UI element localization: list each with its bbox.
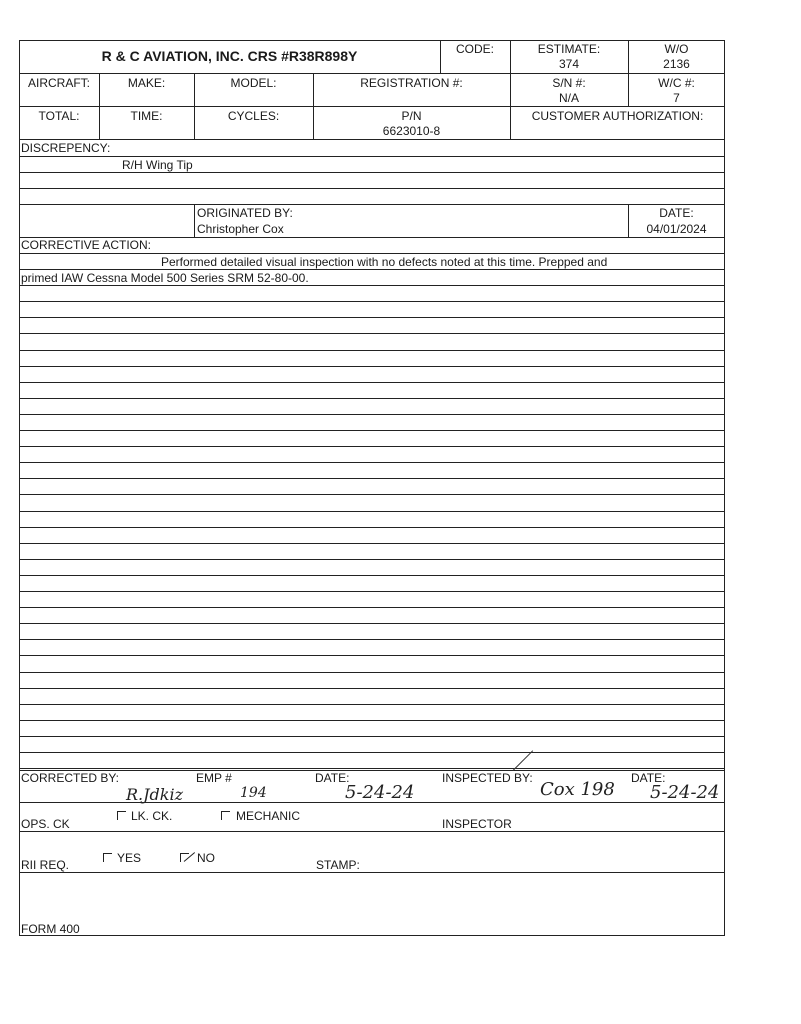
emp-number-handwritten: 194 xyxy=(240,785,267,801)
lk-check-checkbox[interactable] xyxy=(117,811,126,820)
registration-label: REGISTRATION #: xyxy=(360,76,463,90)
row-divider xyxy=(19,872,725,873)
row-divider xyxy=(19,204,725,205)
ruled-line xyxy=(19,269,725,270)
row-divider xyxy=(19,831,725,832)
corrected-by-signature: R.Jdkiz xyxy=(126,785,184,804)
form-number-label: FORM 400 xyxy=(21,922,80,936)
wo-label: W/O xyxy=(664,42,689,56)
originated-by-label: ORIGINATED BY: xyxy=(197,206,293,220)
rii-no-label: NO xyxy=(197,851,215,865)
corrective-action-line: Performed detailed visual inspection with no defects noted at this time. Prepped and xyxy=(161,255,608,269)
ruled-line xyxy=(19,285,725,286)
ruled-line xyxy=(19,478,725,479)
ops-check-label: OPS. CK xyxy=(21,817,70,831)
corrected-by-label: CORRECTED BY: xyxy=(21,771,120,785)
corrective-action-line: primed IAW Cessna Model 500 Series SRM 52-80-00. xyxy=(21,271,309,285)
ruled-line xyxy=(19,462,725,463)
company-title: R & C AVIATION, INC. CRS #R38R898Y xyxy=(101,48,358,64)
ruled-line xyxy=(19,752,725,753)
row-divider xyxy=(19,73,725,74)
row-divider xyxy=(19,139,725,140)
total-label: TOTAL: xyxy=(38,109,80,123)
sn-value: N/A xyxy=(558,91,579,105)
ruled-line xyxy=(19,414,725,415)
sn-label: S/N #: xyxy=(552,76,586,90)
ruled-line xyxy=(19,382,725,383)
origin-date-label: DATE: xyxy=(659,206,694,220)
wo-value: 2136 xyxy=(663,57,690,71)
ruled-line xyxy=(19,398,725,399)
model-label: MODEL: xyxy=(230,76,277,90)
aircraft-label: AIRCRAFT: xyxy=(27,76,90,90)
ruled-line xyxy=(19,333,725,334)
rii-yes-checkbox[interactable] xyxy=(103,853,112,862)
discrepancy-text: R/H Wing Tip xyxy=(122,158,193,172)
correction-date-handwritten: 5-24-24 xyxy=(345,782,415,803)
ruled-line xyxy=(19,720,725,721)
correction-date-label: DATE: xyxy=(315,771,350,785)
make-label: MAKE: xyxy=(127,76,166,90)
row-divider xyxy=(19,188,725,189)
pn-label: P/N xyxy=(401,109,422,123)
ruled-line xyxy=(19,494,725,495)
originated-by-value: Christopher Cox xyxy=(197,222,284,236)
customer-authorization-label: CUSTOMER AUTHORIZATION: xyxy=(531,109,704,123)
rii-required-label: RII REQ. xyxy=(21,858,70,872)
wc-label: W/C #: xyxy=(658,76,695,90)
ruled-line xyxy=(19,655,725,656)
row-divider xyxy=(19,770,725,771)
ruled-line xyxy=(19,543,725,544)
lk-check-label: LK. CK. xyxy=(131,809,173,823)
inspection-date-label: DATE: xyxy=(631,771,666,785)
ruled-line xyxy=(19,607,725,608)
pn-value: 6623010-8 xyxy=(382,124,441,138)
inspected-by-label: INSPECTED BY: xyxy=(442,771,533,785)
estimate-value: 374 xyxy=(558,57,580,71)
discrepancy-label: DISCREPENCY: xyxy=(21,141,111,155)
ruled-line xyxy=(19,366,725,367)
ruled-line xyxy=(19,559,725,560)
corrective-action-label: CORRECTIVE ACTION: xyxy=(21,238,152,252)
stamp-label: STAMP: xyxy=(316,858,360,872)
ruled-line xyxy=(19,350,725,351)
inspection-date-handwritten: 5-24-24 xyxy=(650,782,720,803)
col-divider xyxy=(194,204,195,237)
ruled-line xyxy=(19,430,725,431)
mechanic-checkbox[interactable] xyxy=(221,811,230,820)
ruled-line xyxy=(19,672,725,673)
wc-value: 7 xyxy=(673,91,680,105)
inspector-signature: Cox 198 xyxy=(540,779,615,800)
estimate-label: ESTIMATE: xyxy=(537,42,601,56)
row-divider xyxy=(19,156,725,157)
ruled-line xyxy=(19,527,725,528)
ruled-line xyxy=(19,591,725,592)
code-label: CODE: xyxy=(455,42,494,56)
rii-yes-label: YES xyxy=(117,851,142,865)
ruled-line xyxy=(19,446,725,447)
emp-label: EMP # xyxy=(196,771,232,785)
cycles-label: CYCLES: xyxy=(227,109,280,123)
ruled-line xyxy=(19,639,725,640)
ruled-line xyxy=(19,768,725,769)
row-divider xyxy=(19,172,725,173)
ruled-line xyxy=(19,301,725,302)
ruled-line xyxy=(19,575,725,576)
ruled-line xyxy=(19,623,725,624)
origin-date-value: 04/01/2024 xyxy=(646,222,707,236)
ruled-line xyxy=(19,688,725,689)
row-divider xyxy=(19,106,725,107)
ruled-line xyxy=(19,317,725,318)
ruled-line xyxy=(19,511,725,512)
ruled-line xyxy=(19,736,725,737)
mechanic-label: MECHANIC xyxy=(236,809,301,823)
row-divider xyxy=(19,253,725,254)
ruled-line xyxy=(19,704,725,705)
time-label: TIME: xyxy=(130,109,163,123)
inspector-label: INSPECTOR xyxy=(442,817,512,831)
